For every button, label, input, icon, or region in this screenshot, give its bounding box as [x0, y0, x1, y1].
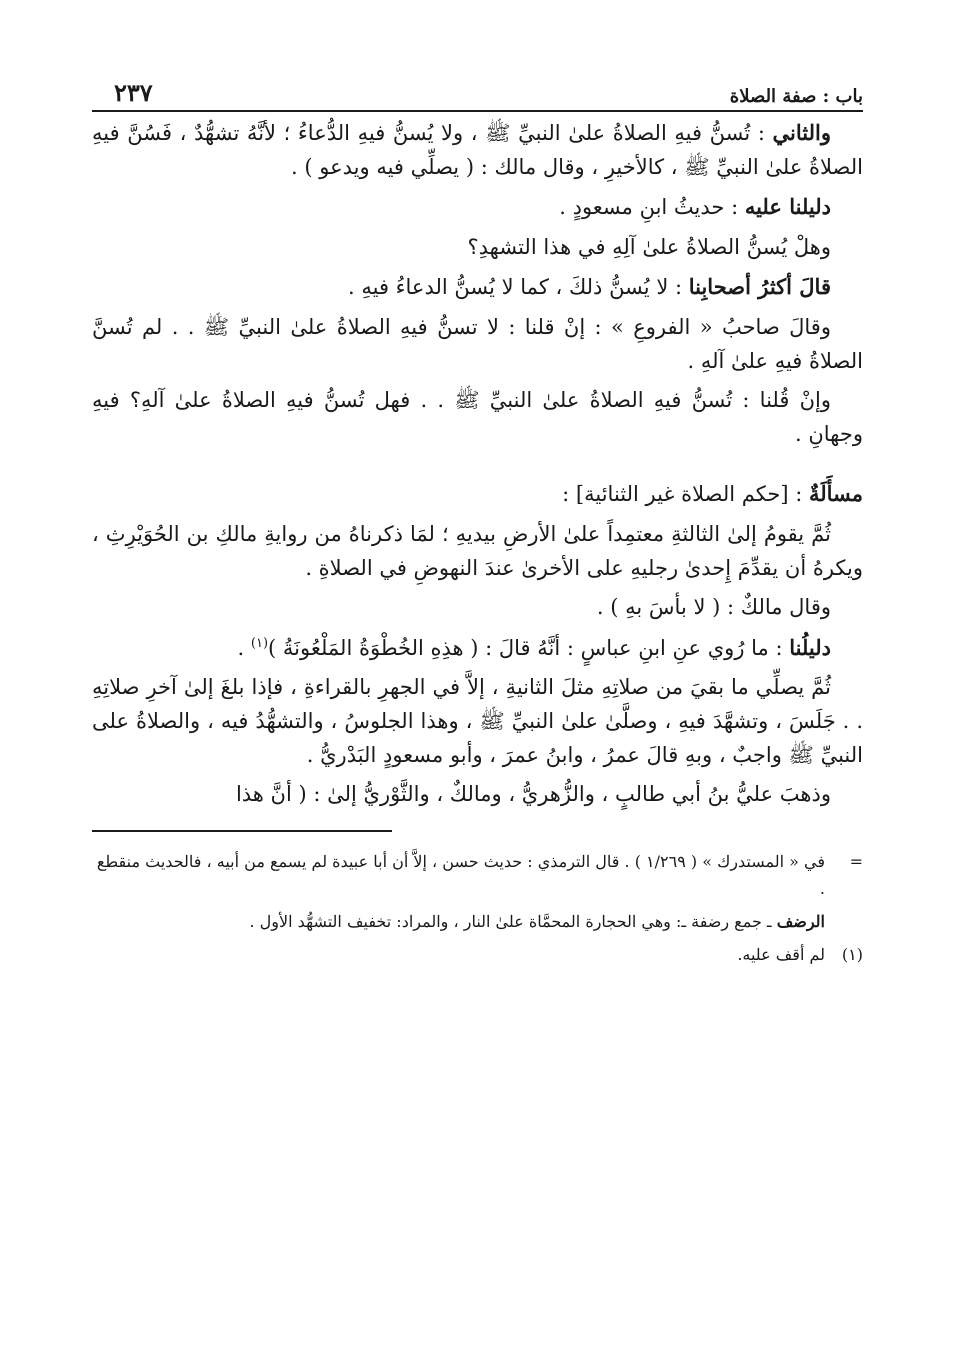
- paragraph-tail: .: [237, 635, 251, 660]
- book-page: [92, 70, 863, 1345]
- footnotes: [92, 848, 863, 969]
- footnote-text: في « المستدرك » ( ١/٢٦٩ ) . قال الترمذي : حديث حسن ، إلاَّ أن أبا عبيدة لم يسمع من أبيه ، فالحديث منقطع .: [96, 851, 825, 898]
- paragraph: [92, 270, 863, 305]
- paragraph-text: وذهبَ عليُّ بنُ أبي طالبٍ ، والزُّهريُّ ، ومالكٌ ، والثَّوْريُّ إلىٰ : ( أنَّ هذا: [235, 782, 831, 807]
- paragraph-lead: قالَ أكثرُ أصحابِنا: [688, 274, 831, 300]
- section-heading: [92, 477, 863, 512]
- paragraph: [92, 116, 863, 184]
- paragraph-text: ثُمَّ يصلِّي ما بقيَ من صلاتِهِ مثلَ الثانيةِ ، إلاَّ في الجهرِ بالقراءةِ ، فإذا بلغَ إلىٰ آخرِ صلاتِهِ . . جَلَسَ ، وتشهَّدَ فيهِ ، وصلَّىٰ علىٰ النبيِّ ﷺ ، وهذا الجلوسُ ، والتشهُّدُ فيه ، والصلاةُ على النبيِّ ﷺ واجبٌ ، وبهِ قالَ عمرُ ، وابنُ عمرَ ، وأبو مسعودٍ البَدْريُّ .: [92, 675, 863, 767]
- page-number: ٢٣٧: [114, 78, 153, 107]
- footnote: [92, 848, 863, 902]
- paragraph-lead: والثاني: [772, 120, 831, 145]
- paragraph-lead: دليلنا عليه: [744, 194, 831, 220]
- page-header: [92, 70, 863, 110]
- paragraph-text: : لا يُسنُّ ذلكَ ، كما لا يُسنُّ الدعاءُ فيهِ .: [348, 275, 689, 300]
- paragraph: [92, 311, 863, 378]
- footnote: [92, 941, 863, 968]
- paragraph-text: وقالَ صاحبُ « الفروعِ » : إنْ قلنا : لا تسنُّ فيهِ الصلاةُ علىٰ النبيِّ ﷺ . . لم تُسنَّ الصلاةُ فيهِ علىٰ آلهِ .: [92, 314, 863, 373]
- footnote-marker: =: [849, 851, 863, 871]
- paragraph-text: : حديثُ ابنِ مسعودٍ .: [559, 195, 745, 220]
- paragraph: [92, 190, 863, 225]
- footnote-text: ـ جمع رضفة ـ: وهي الحجارة المحمَّاة علىٰ النار ، والمراد: تخفيف التشهُّد الأول .: [249, 912, 777, 932]
- footnote-lead: الرضف: [776, 912, 825, 932]
- paragraph: [92, 778, 863, 812]
- paragraph: [92, 671, 863, 772]
- paragraph-text: وهلْ يُسنُّ الصلاةُ علىٰ آلِهِ في هذا التشهدِ؟: [467, 234, 831, 259]
- footnote: [92, 908, 863, 935]
- main-text: [92, 116, 863, 812]
- paragraph: [92, 384, 863, 451]
- paragraph-text: وإنْ قُلنا : تُسنُّ فيهِ الصلاةُ علىٰ النبيِّ ﷺ . . فهل تُسنُّ فيهِ الصلاةُ علىٰ آلهِ؟ فيهِ وجهانِ .: [92, 388, 863, 446]
- paragraph-lead: دليلُنا: [789, 634, 831, 660]
- paragraph: [92, 231, 863, 265]
- footnote-text: لم أقف عليه.: [737, 945, 825, 965]
- footnote-reference: (١): [250, 635, 269, 651]
- paragraph-text: ثُمَّ يقومُ إلىٰ الثالثةِ معتمِداً علىٰ الأرضِ بيديهِ ؛ لمَا ذكرناهُ من روايةِ مالكِ بن الحُوَيْرِثِ ، ويكرهُ أن يقدِّمَ إِحدىٰ رجليهِ على الأخرىٰ عندَ النهوضِ في الصلاةِ .: [92, 521, 863, 580]
- paragraph: [92, 631, 863, 666]
- paragraph: [92, 518, 863, 585]
- paragraph-text: : ما رُوي عنِ ابنِ عباسٍ : أنَّهُ قالَ : ( هذِهِ الخُطْوَةُ المَلْعُونَةُ ): [268, 635, 790, 660]
- paragraph-text: وقال مالكٌ : ( لا بأسَ بهِ ) .: [596, 595, 831, 620]
- footnote-marker: (١): [841, 945, 863, 965]
- section-heading-text: : [حكم الصلاة غير الثنائية] :: [562, 482, 809, 507]
- header-divider: [92, 110, 863, 112]
- paragraph: [92, 591, 863, 625]
- chapter-title: باب : صفة الصلاة: [729, 86, 863, 107]
- section-heading-lead: مسأَلَةٌ: [808, 481, 863, 507]
- paragraph-text: : تُسنُّ فيهِ الصلاةُ علىٰ النبيِّ ﷺ ، ولا يُسنُّ فيهِ الدُّعاءُ ؛ لأنَّهُ تشهُّدٌ ، فَسُنَّ فيهِ الصلاةُ علىٰ النبيِّ ﷺ ، كالأخيرِ ، وقال مالك : ( يصلِّي فيه ويدعو ) .: [92, 121, 863, 179]
- footnote-divider: [92, 830, 392, 832]
